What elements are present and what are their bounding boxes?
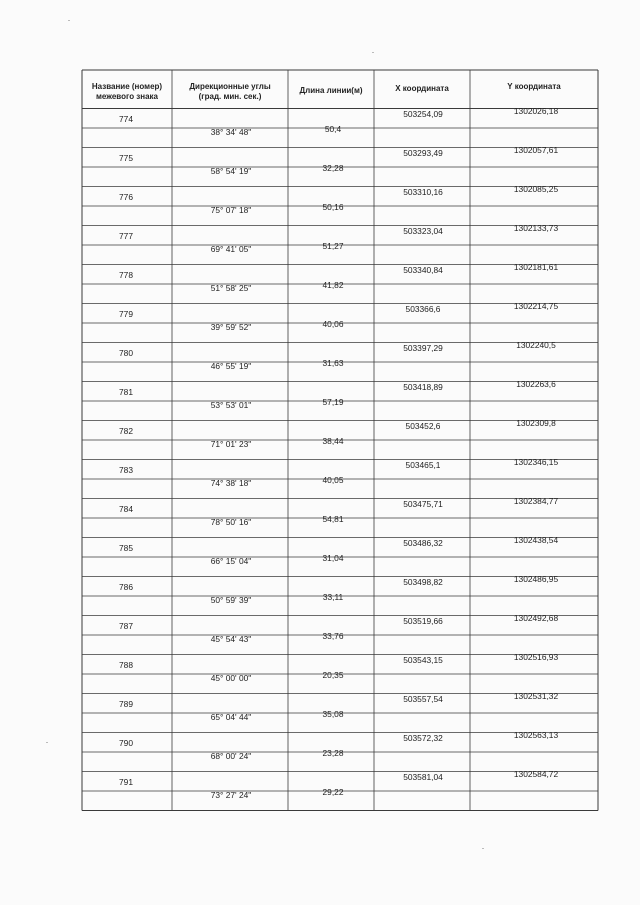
header-x-coordinate-text: Х координата bbox=[395, 84, 449, 93]
scan-speck bbox=[46, 742, 48, 743]
line-length: 38,44 bbox=[322, 435, 344, 446]
point-name: 774 bbox=[119, 114, 133, 125]
direction-angle: 38° 34' 48" bbox=[210, 126, 252, 137]
line-length: 32,28 bbox=[322, 162, 344, 173]
header-direction-angle-line2: (град. мин. сек.) bbox=[198, 92, 262, 101]
scan-speck bbox=[372, 52, 374, 53]
header-x-coordinate bbox=[374, 84, 470, 94]
point-name: 776 bbox=[119, 192, 133, 203]
x-coordinate: 503254,09 bbox=[403, 109, 443, 120]
x-coordinate: 503323,04 bbox=[403, 226, 443, 237]
y-coordinate: 1302516,93 bbox=[513, 652, 559, 663]
line-length: 40,06 bbox=[322, 318, 344, 329]
direction-angle: 66° 15' 04" bbox=[210, 555, 252, 566]
line-length: 31,04 bbox=[322, 552, 344, 563]
direction-angle: 71° 01' 23" bbox=[210, 438, 252, 449]
direction-angle: 68° 00' 24" bbox=[210, 750, 252, 761]
x-coordinate: 503543,15 bbox=[403, 655, 443, 666]
point-name: 779 bbox=[119, 309, 133, 320]
x-coordinate: 503340,84 bbox=[403, 265, 443, 276]
header-line-length-text: Длина линии(м) bbox=[299, 86, 363, 95]
x-coordinate: 503498,82 bbox=[403, 577, 443, 588]
line-length: 29,22 bbox=[322, 786, 344, 797]
line-length: 41,82 bbox=[322, 279, 344, 290]
x-coordinate: 503418,89 bbox=[403, 382, 443, 393]
scan-speck bbox=[68, 20, 70, 21]
point-name: 785 bbox=[119, 543, 133, 554]
point-name: 781 bbox=[119, 387, 133, 398]
line-length: 54,81 bbox=[322, 513, 344, 524]
line-length: 20,35 bbox=[322, 669, 344, 680]
scan-speck bbox=[482, 848, 484, 849]
line-length: 50,4 bbox=[324, 123, 342, 134]
point-name: 778 bbox=[119, 270, 133, 281]
direction-angle: 78° 50' 16" bbox=[210, 516, 252, 527]
y-coordinate: 1302240,5 bbox=[516, 340, 556, 351]
y-coordinate: 1302057,61 bbox=[513, 145, 559, 156]
point-name: 780 bbox=[119, 348, 133, 359]
direction-angle: 45° 00' 00" bbox=[210, 672, 252, 683]
direction-angle: 39° 59' 52" bbox=[210, 321, 252, 332]
point-name: 789 bbox=[119, 699, 133, 710]
y-coordinate: 1302563,13 bbox=[513, 730, 559, 741]
x-coordinate: 503465,1 bbox=[405, 460, 441, 471]
y-coordinate: 1302085,25 bbox=[513, 184, 559, 195]
y-coordinate: 1302346,15 bbox=[513, 457, 559, 468]
direction-angle: 45° 54' 43" bbox=[210, 633, 252, 644]
y-coordinate: 1302486,95 bbox=[513, 574, 559, 585]
x-coordinate: 503475,71 bbox=[403, 499, 443, 510]
point-name: 777 bbox=[119, 231, 133, 242]
point-name: 790 bbox=[119, 738, 133, 749]
x-coordinate: 503557,54 bbox=[403, 694, 443, 705]
y-coordinate: 1302026,18 bbox=[513, 106, 559, 117]
line-length: 33,76 bbox=[322, 630, 344, 641]
y-coordinate: 1302309,8 bbox=[516, 418, 556, 429]
x-coordinate: 503572,32 bbox=[403, 733, 443, 744]
y-coordinate: 1302263,6 bbox=[516, 379, 556, 390]
x-coordinate: 503452,6 bbox=[405, 421, 441, 432]
y-coordinate: 1302531,32 bbox=[513, 691, 559, 702]
y-coordinate: 1302438,54 bbox=[513, 535, 559, 546]
point-name: 784 bbox=[119, 504, 133, 515]
point-name: 787 bbox=[119, 621, 133, 632]
line-length: 40,05 bbox=[322, 474, 344, 485]
header-line-length bbox=[288, 86, 374, 96]
direction-angle: 51° 58' 25" bbox=[210, 282, 252, 293]
line-length: 51,27 bbox=[322, 240, 344, 251]
direction-angle: 65° 04' 44" bbox=[210, 711, 252, 722]
point-name: 775 bbox=[119, 153, 133, 164]
line-length: 31,63 bbox=[322, 357, 344, 368]
x-coordinate: 503397,29 bbox=[403, 343, 443, 354]
direction-angle: 53° 53' 01" bbox=[210, 399, 252, 410]
direction-angle: 50° 59' 39" bbox=[210, 594, 252, 605]
line-length: 57,19 bbox=[322, 396, 344, 407]
direction-angle: 75° 07' 18" bbox=[210, 204, 252, 215]
y-coordinate: 1302181,61 bbox=[513, 262, 559, 273]
direction-angle: 58° 54' 19" bbox=[210, 165, 252, 176]
header-direction-angle bbox=[172, 82, 288, 102]
x-coordinate: 503519,66 bbox=[403, 616, 443, 627]
header-point-name-line1: Название (номер) bbox=[91, 82, 163, 91]
line-length: 23,28 bbox=[322, 747, 344, 758]
header-y-coordinate-text: Y координата bbox=[507, 82, 561, 91]
direction-angle: 73° 27' 24" bbox=[210, 789, 252, 800]
point-name: 783 bbox=[119, 465, 133, 476]
header-direction-angle-line1: Дирекционные углы bbox=[189, 82, 271, 91]
x-coordinate: 503293,49 bbox=[403, 148, 443, 159]
header-y-coordinate bbox=[470, 82, 598, 92]
x-coordinate: 503366,6 bbox=[405, 304, 441, 315]
x-coordinate: 503581,04 bbox=[403, 772, 443, 783]
direction-angle: 46° 55' 19" bbox=[210, 360, 252, 371]
point-name: 786 bbox=[119, 582, 133, 593]
point-name: 788 bbox=[119, 660, 133, 671]
y-coordinate: 1302584,72 bbox=[513, 769, 559, 780]
header-point-name-line2: межевого знака bbox=[95, 92, 159, 101]
line-length: 50,16 bbox=[322, 201, 344, 212]
x-coordinate: 503486,32 bbox=[403, 538, 443, 549]
y-coordinate: 1302384,77 bbox=[513, 496, 559, 507]
direction-angle: 74° 38' 18" bbox=[210, 477, 252, 488]
y-coordinate: 1302133,73 bbox=[513, 223, 559, 234]
point-name: 782 bbox=[119, 426, 133, 437]
point-name: 791 bbox=[119, 777, 133, 788]
y-coordinate: 1302492,68 bbox=[513, 613, 559, 624]
direction-angle: 69° 41' 05" bbox=[210, 243, 252, 254]
header-point-name bbox=[82, 82, 172, 102]
line-length: 33,11 bbox=[322, 591, 344, 602]
line-length: 35,08 bbox=[322, 708, 344, 719]
y-coordinate: 1302214,75 bbox=[513, 301, 559, 312]
x-coordinate: 503310,16 bbox=[403, 187, 443, 198]
